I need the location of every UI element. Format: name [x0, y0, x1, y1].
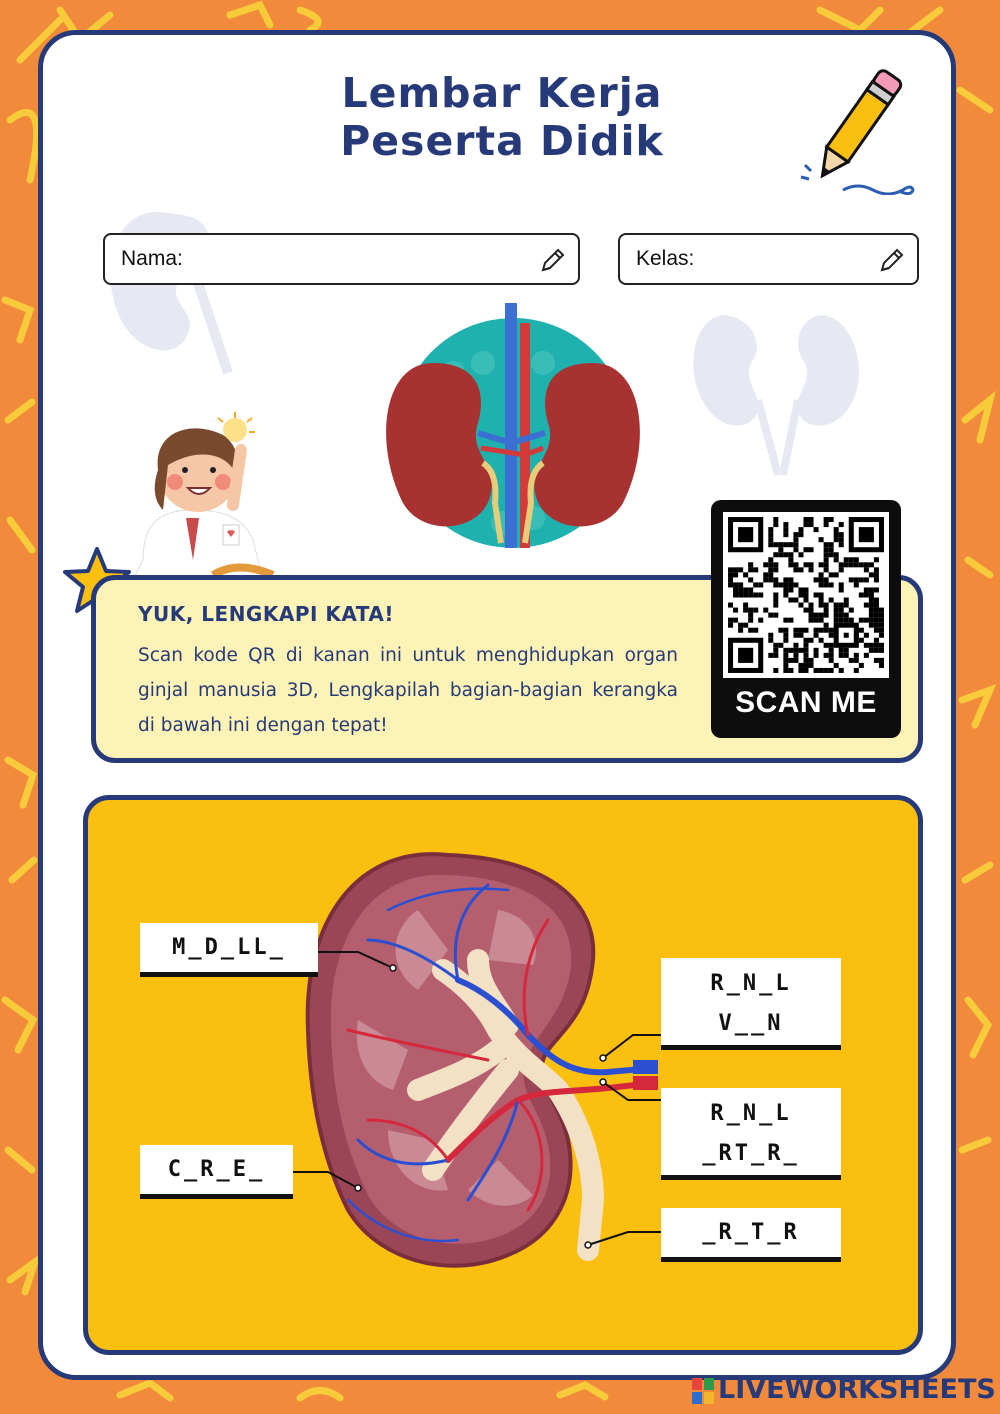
label-renal-artery-line2: _RT_R_ — [702, 1141, 800, 1166]
title-line-2: Peserta Didik — [340, 117, 664, 165]
worksheet-card — [38, 30, 956, 1380]
label-renal-artery-line1: R_N_L — [710, 1101, 792, 1126]
kidney-diagram-panel — [83, 795, 923, 1355]
ghost-kidney-icon — [98, 203, 248, 383]
class-field — [618, 233, 919, 285]
label-cortex-text: C_R_E_ — [167, 1157, 266, 1182]
qr-code-icon — [723, 512, 889, 678]
qr-code-card[interactable] — [711, 500, 901, 738]
class-input[interactable] — [720, 243, 874, 277]
label-ureter-text: _R_T_R — [702, 1220, 800, 1245]
instruction-text: Scan kode QR di kanan ini untuk menghidupkan organ ginjal manusia 3D, Lengkapilah bagian-bagian kerangka di bawah ini dengan tepat! — [138, 645, 678, 736]
footer-brand[interactable]: LIVEWORKSHEETS — [718, 1374, 996, 1405]
name-field — [103, 233, 580, 285]
ghost-kidneys-icon — [683, 305, 873, 485]
kidneys-illustration — [373, 303, 653, 553]
label-renal-artery[interactable] — [661, 1088, 841, 1180]
label-ureter[interactable] — [661, 1208, 841, 1262]
liveworksheets-logo-icon — [692, 1378, 714, 1404]
name-input[interactable] — [205, 243, 529, 277]
label-renal-vein[interactable] — [661, 958, 841, 1050]
label-renal-vein-line1: R_N_L — [710, 971, 792, 996]
name-label: Nama: — [121, 247, 183, 270]
label-medulla-text: M_D_LL_ — [172, 935, 286, 960]
instruction-heading: YUK, LENGKAPI KATA! — [138, 602, 394, 626]
qr-caption: SCAN ME — [735, 686, 877, 719]
label-cortex[interactable] — [140, 1145, 293, 1199]
class-label: Kelas: — [636, 247, 695, 270]
student-illustration — [123, 410, 283, 580]
label-renal-vein-line2: V__N — [718, 1011, 784, 1036]
title-line-1: Lembar Kerja — [341, 69, 663, 117]
label-medulla[interactable] — [140, 923, 318, 977]
qr-code[interactable] — [723, 512, 889, 678]
pencil-icon — [793, 65, 923, 195]
edit-pencil-icon — [876, 246, 906, 276]
kidney-cross-section-illustration — [88, 800, 918, 1350]
edit-pencil-icon — [537, 246, 567, 276]
